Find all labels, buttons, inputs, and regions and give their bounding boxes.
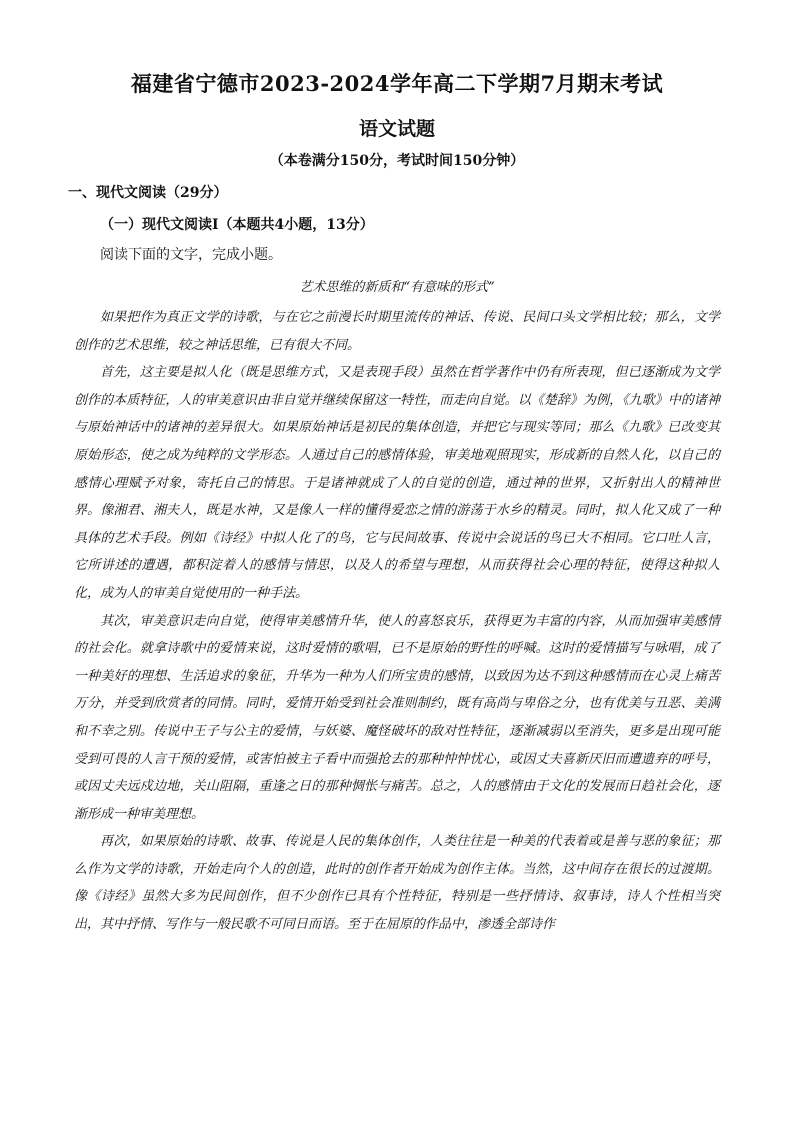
article-title: 艺术思维的新质和“有意味的形式”	[299, 280, 495, 295]
section-heading: 一、现代文阅读（29分）	[68, 185, 228, 201]
subsection-heading: （一）现代文阅读Ⅰ（本题共4小题，13分）	[100, 217, 374, 233]
article-paragraph-1: 如果把作为真正文学的诗歌，与在它之前漫长时期里流传的神话、传说、民间口头文学相比较；那么，文学创作的艺术思维，较之神话思维，已有很大不同。	[74, 310, 720, 353]
reading-instruction: 阅读下面的文字，完成小题。	[100, 247, 282, 263]
article-paragraph-2: 首先，这主要是拟人化（既是思维方式，又是表现手段）虽然在哲学著作中仍有所表现，但已逐渐成为文学创作的本质特征，人的审美意识由非自觉并继续保留这一特性，而走向自觉。以《楚辞》为例，《九歌》中的诸神与原始神话中的诸神的差异很大。如果原始神话是初民的集体创造，并把它与现实等同；那么《九歌》已改变其原始形态，使之成为纯粹的文学形态。人通过自己的感情体验，审美地观照现实，形成新的自然人化，以自己的感情心理赋予对象，寄托自己的情思。于是诸神就成了人的自觉的创造，通过神的世界，又折射出人的精神世界。像湘君、湘夫人，既是水神，又是像人一样的懂得爱恋之情的游荡于水乡的精灵。同时，拟人化又成了一种具体的艺术手段。例如《诗经》中拟人化了的鸟，它与民间故事、传说中会说话的鸟已大不相同。它口吐人言，它所讲述的遭遇，都积淀着人的感情与情思，以及人的希望与理想，从而获得社会心理的特征，使得这种拟人化，成为人的审美自觉使用的一种手法。	[74, 365, 720, 601]
article-body	[74, 304, 720, 939]
exam-title: 福建省宁德市2023-2024学年高二下学期7月期末考试	[130, 71, 664, 96]
exam-subtitle: 语文试题	[358, 118, 435, 140]
exam-note: （本卷满分150分，考试时间150分钟）	[269, 153, 525, 169]
article-paragraph-4: 再次，如果原始的诗歌、故事、传说是人民的集体创作，人类往往是一种美的代表着或是善与恶的象征；那么作为文学的诗歌，开始走向个人的创造，此时的创作者开始成为创作主体。当然，这中间存在很长的过渡期。像《诗经》虽然大多为民间创作，但不少创作已具有个性特征，特别是一些抒情诗、叙事诗，诗人个性相当突出，其中抒情、写作与一般民歌不可同日而语。至于在屈原的作品中，渗透全部诗作	[74, 834, 720, 933]
article-paragraph-3: 其次，审美意识走向自觉，使得审美感情升华，使人的喜怒哀乐，获得更为丰富的内容，从而加强审美感情的社会化。就拿诗歌中的爱情来说，这时爱情的歌唱，已不是原始的野性的呼喊。这时的爱情描写与咏唱，成了一种美好的理想、生活追求的象征，升华为一种为人们所宝贵的感情，以致因为达不到这种感情而在心灵上痛苦万分，并受到欣赏者的同情。同时，爱情开始受到社会准则制约，既有高尚与卑俗之分，也有优美与丑恶、美满和不幸之别。传说中王子与公主的爱情，与妖婆、魔怪破坏的敌对性特征，逐渐减弱以至消失，更多是出现可能受到可畏的人言干预的爱情，或害怕被主子看中而强抢去的那种忡忡忧心，或因丈夫喜新厌旧而遭遗弃的呼号，或因丈夫远戍边地，关山阻隔，重逢之日的那种惆怅与痛苦。总之，人的感情由于文化的发展而日趋社会化，逐渐形成一种审美理想。	[74, 613, 720, 822]
